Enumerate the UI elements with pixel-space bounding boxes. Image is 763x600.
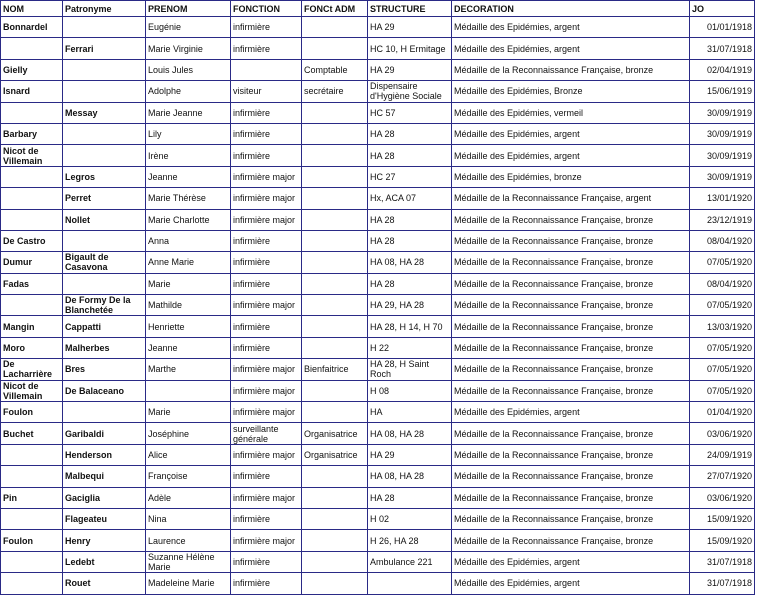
cell-structure[interactable]: H 02 [368,508,452,529]
cell-nom[interactable]: Bonnardel [1,17,63,38]
table-row [1,209,755,230]
cell-nom[interactable]: Gielly [1,59,63,80]
cell-fonction[interactable]: infirmière [231,508,302,529]
cell-structure[interactable]: HA 28 [368,487,452,508]
cell-decoration[interactable]: Médaille des Epidémies, Bronze [452,81,690,102]
cell-patronyme[interactable]: Bigault de Casavona [63,252,146,273]
cell-fonct-adm[interactable]: Organisatrice [302,423,368,444]
col-header-patronyme[interactable]: Patronyme [63,1,146,17]
cell-jo[interactable]: 08/04/1920 [690,273,755,294]
table-row [1,444,755,465]
cell-fonction[interactable]: infirmière [231,102,302,123]
cell-jo[interactable]: 03/06/1920 [690,487,755,508]
cell-prenom[interactable]: Joséphine [146,423,231,444]
cell-nom[interactable]: Pin [1,487,63,508]
cell-fonct-adm[interactable]: secrétaire [302,81,368,102]
cell-prenom[interactable]: Louis Jules [146,59,231,80]
cell-jo[interactable]: 30/09/1919 [690,166,755,187]
cell-nom[interactable] [1,166,63,187]
cell-structure[interactable]: Hx, ACA 07 [368,188,452,209]
cell-fonction[interactable]: infirmière major [231,209,302,230]
cell-decoration[interactable]: Médaille de la Reconnaissance Française, bronze [452,380,690,401]
cell-structure[interactable]: HA 28 [368,209,452,230]
cell-structure[interactable]: HA 28, H 14, H 70 [368,316,452,337]
cell-fonction[interactable]: visiteur [231,81,302,102]
cell-fonct-adm[interactable] [302,316,368,337]
cell-fonct-adm[interactable] [302,252,368,273]
header-row [1,1,755,17]
cell-fonct-adm[interactable] [302,166,368,187]
cell-decoration[interactable]: Médaille de la Reconnaissance Française, bronze [452,444,690,465]
cell-patronyme[interactable]: Ferrari [63,38,146,59]
cell-jo[interactable]: 24/09/1919 [690,444,755,465]
col-header-decoration[interactable]: DECORATION [452,1,690,17]
cell-jo[interactable]: 01/04/1920 [690,402,755,423]
cell-structure[interactable]: H 26, HA 28 [368,530,452,551]
cell-fonct-adm[interactable] [302,123,368,144]
cell-patronyme[interactable]: Malherbes [63,337,146,358]
table-row [1,551,755,572]
table-row [1,188,755,209]
cell-fonct-adm[interactable] [302,209,368,230]
cell-nom[interactable] [1,295,63,316]
cell-fonct-adm[interactable] [302,466,368,487]
cell-patronyme[interactable]: Legros [63,166,146,187]
cell-prenom[interactable]: Laurence [146,530,231,551]
cell-decoration[interactable]: Médaille de la Reconnaissance Française, argent [452,188,690,209]
cell-decoration[interactable]: Médaille des Epidémies, bronze [452,166,690,187]
cell-prenom[interactable]: Marie [146,273,231,294]
cell-structure[interactable]: HC 57 [368,102,452,123]
cell-patronyme[interactable] [63,230,146,251]
cell-fonct-adm[interactable] [302,38,368,59]
table-row [1,380,755,401]
cell-structure[interactable]: Ambulance 221 [368,551,452,572]
cell-jo[interactable]: 30/09/1919 [690,145,755,166]
table-row [1,337,755,358]
cell-structure[interactable]: Dispensaire d'Hygiène Sociale [368,81,452,102]
cell-decoration[interactable]: Médaille de la Reconnaissance Française, bronze [452,423,690,444]
cell-nom[interactable] [1,573,63,594]
cell-fonction[interactable]: infirmière major [231,295,302,316]
table-row [1,59,755,80]
cell-fonction[interactable]: infirmière major [231,444,302,465]
cell-patronyme[interactable]: Flageateu [63,508,146,529]
table-row [1,295,755,316]
cell-fonction[interactable]: infirmière major [231,530,302,551]
table-row [1,102,755,123]
cell-nom[interactable] [1,38,63,59]
table-row [1,402,755,423]
cell-fonction[interactable]: infirmière major [231,380,302,401]
cell-structure[interactable]: H 22 [368,337,452,358]
cell-patronyme[interactable]: Rouet [63,573,146,594]
cell-structure[interactable]: HA 28 [368,273,452,294]
cell-decoration[interactable]: Médaille de la Reconnaissance Française, bronze [452,59,690,80]
cell-jo[interactable]: 15/09/1920 [690,508,755,529]
cell-prenom[interactable]: Nina [146,508,231,529]
cell-decoration[interactable]: Médaille des Epidémies, argent [452,123,690,144]
cell-jo[interactable]: 23/12/1919 [690,209,755,230]
table-row [1,81,755,102]
cell-fonct-adm[interactable]: Bienfaitrice [302,359,368,380]
cell-decoration[interactable]: Médaille de la Reconnaissance Française, bronze [452,295,690,316]
cell-fonct-adm[interactable] [302,273,368,294]
cell-fonct-adm[interactable] [302,230,368,251]
cell-decoration[interactable]: Médaille de la Reconnaissance Française, bronze [452,230,690,251]
cell-nom[interactable]: Moro [1,337,63,358]
cell-decoration[interactable]: Médaille des Epidémies, argent [452,402,690,423]
cell-structure[interactable]: HA 29, HA 28 [368,295,452,316]
cell-structure[interactable] [368,573,452,594]
cell-structure[interactable]: HC 10, H Ermitage [368,38,452,59]
table-row [1,252,755,273]
cell-fonct-adm[interactable] [302,530,368,551]
cell-fonction[interactable]: infirmière [231,573,302,594]
col-header-fonction[interactable]: FONCTION [231,1,302,17]
cell-nom[interactable]: Nicot de Villemain [1,145,63,166]
cell-nom[interactable]: Barbary [1,123,63,144]
cell-nom[interactable]: De Lacharrière [1,359,63,380]
cell-jo[interactable]: 07/05/1920 [690,252,755,273]
cell-jo[interactable]: 31/07/1918 [690,38,755,59]
cell-nom[interactable] [1,466,63,487]
cell-decoration[interactable]: Médaille de la Reconnaissance Française, bronze [452,209,690,230]
cell-prenom[interactable]: Suzanne Hélène Marie [146,551,231,572]
table-row [1,38,755,59]
cell-decoration[interactable]: Médaille de la Reconnaissance Française, bronze [452,508,690,529]
table-row [1,166,755,187]
cell-nom[interactable]: Foulon [1,402,63,423]
cell-fonct-adm[interactable] [302,188,368,209]
cell-decoration[interactable]: Médaille de la Reconnaissance Française, bronze [452,530,690,551]
cell-jo[interactable]: 02/04/1919 [690,59,755,80]
cell-decoration[interactable]: Médaille des Epidémies, argent [452,38,690,59]
cell-fonction[interactable]: infirmière [231,466,302,487]
table-row [1,316,755,337]
cell-fonct-adm[interactable] [302,508,368,529]
cell-fonct-adm[interactable] [302,102,368,123]
table-row [1,17,755,38]
col-header-nom[interactable]: NOM [1,1,63,17]
cell-decoration[interactable]: Médaille des Epidémies, vermeil [452,102,690,123]
cell-nom[interactable] [1,508,63,529]
cell-patronyme[interactable]: Malbequi [63,466,146,487]
cell-patronyme[interactable] [63,273,146,294]
cell-jo[interactable]: 31/07/1918 [690,573,755,594]
cell-fonct-adm[interactable] [302,487,368,508]
cell-patronyme[interactable] [63,81,146,102]
cell-patronyme[interactable]: De Balaceano [63,380,146,401]
cell-patronyme[interactable] [63,402,146,423]
cell-structure[interactable]: HA [368,402,452,423]
cell-fonct-adm[interactable] [302,402,368,423]
cell-fonct-adm[interactable] [302,551,368,572]
cell-fonction[interactable]: infirmière [231,17,302,38]
cell-prenom[interactable]: Jeanne [146,337,231,358]
cell-prenom[interactable]: Irène [146,145,231,166]
cell-patronyme[interactable]: Cappatti [63,316,146,337]
cell-prenom[interactable]: Marie Jeanne [146,102,231,123]
cell-nom[interactable] [1,102,63,123]
cell-fonction[interactable]: infirmière [231,38,302,59]
cell-decoration[interactable]: Médaille des Epidémies, argent [452,145,690,166]
cell-fonction[interactable] [231,59,302,80]
cell-nom[interactable] [1,209,63,230]
table-row [1,530,755,551]
cell-decoration[interactable]: Médaille de la Reconnaissance Française, bronze [452,337,690,358]
cell-decoration[interactable]: Médaille de la Reconnaissance Française, bronze [452,316,690,337]
cell-patronyme[interactable]: Ledebt [63,551,146,572]
cell-jo[interactable]: 13/03/1920 [690,316,755,337]
cell-fonction[interactable]: infirmière [231,337,302,358]
cell-fonct-adm[interactable] [302,380,368,401]
cell-jo[interactable]: 08/04/1920 [690,230,755,251]
table-row [1,508,755,529]
cell-fonct-adm[interactable] [302,17,368,38]
cell-fonction[interactable]: infirmière [231,123,302,144]
cell-jo[interactable]: 30/09/1919 [690,123,755,144]
cell-structure[interactable]: HA 08, HA 28 [368,466,452,487]
cell-patronyme[interactable]: Henry [63,530,146,551]
cell-decoration[interactable]: Médaille de la Reconnaissance Française, bronze [452,359,690,380]
cell-prenom[interactable]: Henriette [146,316,231,337]
cell-jo[interactable]: 27/07/1920 [690,466,755,487]
cell-patronyme[interactable]: Bres [63,359,146,380]
table-row [1,145,755,166]
cell-fonction[interactable]: infirmière major [231,359,302,380]
cell-jo[interactable]: 15/09/1920 [690,530,755,551]
cell-nom[interactable]: Foulon [1,530,63,551]
cell-fonction[interactable]: infirmière [231,252,302,273]
cell-fonction[interactable]: infirmière [231,316,302,337]
cell-fonction[interactable]: infirmière major [231,402,302,423]
cell-decoration[interactable]: Médaille de la Reconnaissance Française, bronze [452,466,690,487]
cell-structure[interactable]: HA 28, H Saint Roch [368,359,452,380]
cell-prenom[interactable]: Marie Virginie [146,38,231,59]
cell-patronyme[interactable]: Messay [63,102,146,123]
cell-fonction[interactable]: infirmière [231,230,302,251]
cell-nom[interactable] [1,444,63,465]
cell-patronyme[interactable]: Henderson [63,444,146,465]
cell-nom[interactable] [1,551,63,572]
cell-decoration[interactable]: Médaille des Epidémies, argent [452,573,690,594]
col-header-structure[interactable]: STRUCTURE [368,1,452,17]
cell-decoration[interactable]: Médaille de la Reconnaissance Française, bronze [452,252,690,273]
table-row [1,573,755,594]
cell-prenom[interactable]: Madeleine Marie [146,573,231,594]
cell-fonction[interactable]: infirmière [231,551,302,572]
cell-fonct-adm[interactable] [302,337,368,358]
table-row [1,230,755,251]
cell-prenom[interactable] [146,380,231,401]
cell-structure[interactable]: HA 08, HA 28 [368,252,452,273]
cell-fonction[interactable]: infirmière major [231,166,302,187]
table-row [1,487,755,508]
cell-prenom[interactable]: Mathilde [146,295,231,316]
cell-patronyme[interactable]: Gaciglia [63,487,146,508]
cell-nom[interactable]: Mangin [1,316,63,337]
cell-jo[interactable]: 07/05/1920 [690,359,755,380]
cell-patronyme[interactable]: De Formy De la Blanchetée [63,295,146,316]
cell-structure[interactable]: HA 28 [368,123,452,144]
cell-fonction[interactable]: infirmière [231,145,302,166]
cell-structure[interactable]: HC 27 [368,166,452,187]
cell-fonct-adm[interactable]: Comptable [302,59,368,80]
cell-prenom[interactable]: Eugénie [146,17,231,38]
cell-prenom[interactable]: Marie [146,402,231,423]
cell-patronyme[interactable] [63,17,146,38]
cell-jo[interactable]: 07/05/1920 [690,337,755,358]
cell-prenom[interactable]: Marie Charlotte [146,209,231,230]
col-header-prenom[interactable]: PRENOM [146,1,231,17]
cell-fonct-adm[interactable] [302,145,368,166]
cell-nom[interactable]: Isnard [1,81,63,102]
cell-fonction[interactable]: infirmière major [231,487,302,508]
cell-structure[interactable]: HA 29 [368,59,452,80]
cell-fonction[interactable]: infirmière major [231,188,302,209]
cell-structure[interactable]: HA 28 [368,145,452,166]
cell-prenom[interactable]: Lily [146,123,231,144]
cell-structure[interactable]: HA 08, HA 28 [368,423,452,444]
cell-decoration[interactable]: Médaille de la Reconnaissance Française, bronze [452,487,690,508]
cell-structure[interactable]: HA 28 [368,230,452,251]
cell-nom[interactable]: Dumur [1,252,63,273]
cell-patronyme[interactable]: Nollet [63,209,146,230]
table-row [1,466,755,487]
cell-nom[interactable]: De Castro [1,230,63,251]
cell-decoration[interactable]: Médaille des Epidémies, argent [452,17,690,38]
cell-prenom[interactable]: Anne Marie [146,252,231,273]
cell-nom[interactable]: Nicot de Villemain [1,380,63,401]
cell-decoration[interactable]: Médaille des Epidémies, argent [452,551,690,572]
cell-jo[interactable]: 15/06/1919 [690,81,755,102]
cell-jo[interactable]: 31/07/1918 [690,551,755,572]
cell-prenom[interactable]: Françoise [146,466,231,487]
cell-patronyme[interactable] [63,145,146,166]
table-row [1,123,755,144]
cell-structure[interactable]: HA 29 [368,444,452,465]
table-row [1,273,755,294]
cell-prenom[interactable]: Adolphe [146,81,231,102]
cell-structure[interactable]: HA 29 [368,17,452,38]
cell-jo[interactable]: 01/01/1918 [690,17,755,38]
cell-nom[interactable]: Buchet [1,423,63,444]
cell-fonction[interactable]: infirmière [231,273,302,294]
cell-prenom[interactable]: Adèle [146,487,231,508]
cell-patronyme[interactable] [63,123,146,144]
cell-prenom[interactable]: Marie Thérèse [146,188,231,209]
cell-fonct-adm[interactable] [302,295,368,316]
cell-fonct-adm[interactable] [302,573,368,594]
table-row [1,359,755,380]
cell-nom[interactable] [1,188,63,209]
col-header-jo[interactable]: JO [690,1,755,17]
cell-jo[interactable]: 07/05/1920 [690,295,755,316]
cell-jo[interactable]: 13/01/1920 [690,188,755,209]
cell-nom[interactable]: Fadas [1,273,63,294]
cell-fonction[interactable]: surveillante générale [231,423,302,444]
cell-fonct-adm[interactable]: Organisatrice [302,444,368,465]
cell-patronyme[interactable]: Perret [63,188,146,209]
cell-jo[interactable]: 30/09/1919 [690,102,755,123]
cell-jo[interactable]: 07/05/1920 [690,380,755,401]
cell-decoration[interactable]: Médaille de la Reconnaissance Française, bronze [452,273,690,294]
col-header-fonct-adm[interactable]: FONCt ADM [302,1,368,17]
cell-prenom[interactable]: Anna [146,230,231,251]
cell-prenom[interactable]: Alice [146,444,231,465]
cell-structure[interactable]: H 08 [368,380,452,401]
table-row [1,423,755,444]
cell-patronyme[interactable] [63,59,146,80]
cell-prenom[interactable]: Marthe [146,359,231,380]
cell-prenom[interactable]: Jeanne [146,166,231,187]
cell-patronyme[interactable]: Garibaldi [63,423,146,444]
cell-jo[interactable]: 03/06/1920 [690,423,755,444]
